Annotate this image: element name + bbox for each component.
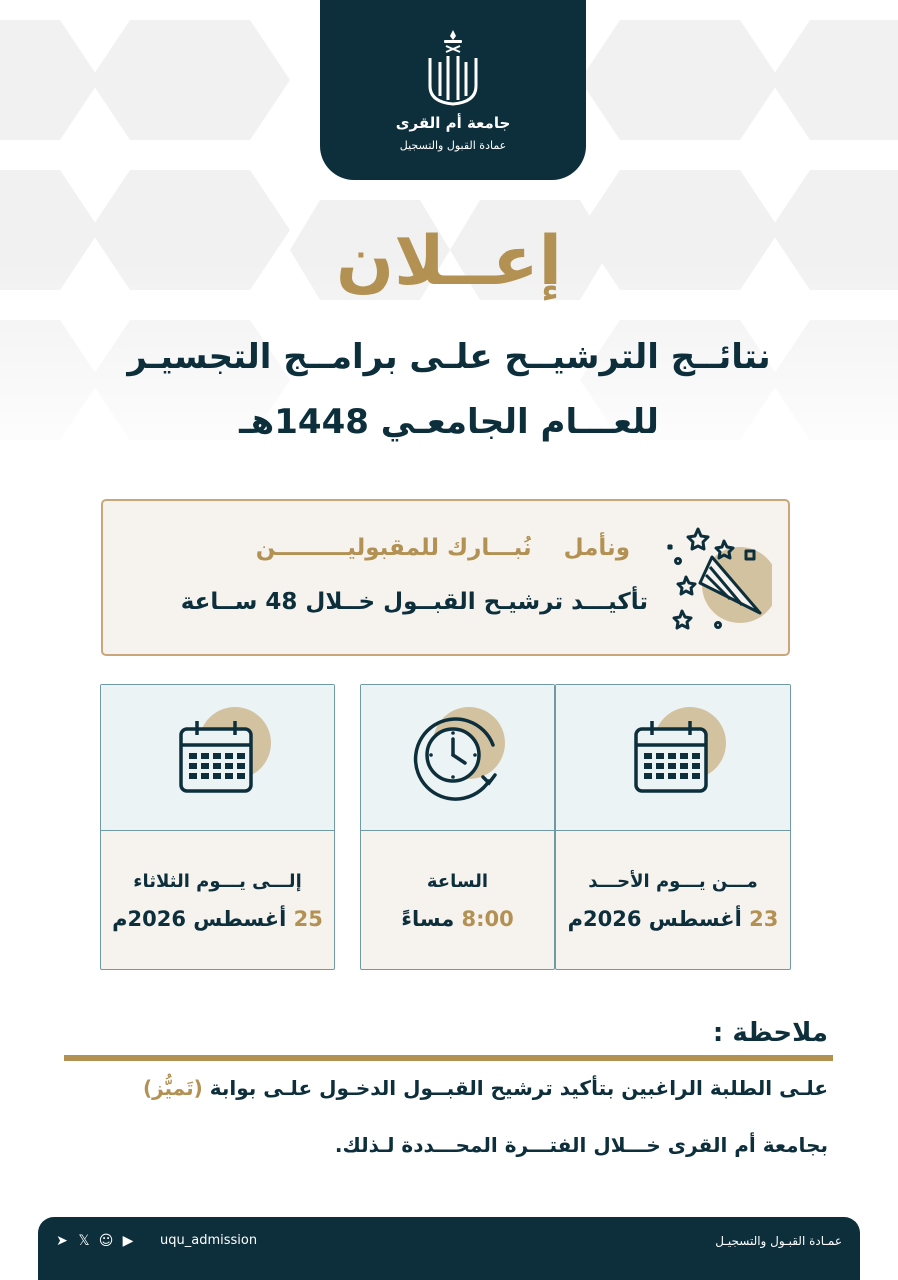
time-suffix: مساءً bbox=[401, 907, 455, 931]
start-date-card bbox=[555, 684, 791, 970]
snapchat-icon[interactable]: ☺ bbox=[98, 1233, 114, 1249]
footer-bar bbox=[38, 1217, 860, 1280]
university-logo bbox=[320, 0, 586, 180]
logo-department-name: عمادة القبول والتسجيل bbox=[399, 139, 507, 152]
note-divider bbox=[64, 1055, 833, 1061]
telegram-icon[interactable]: ➤ bbox=[56, 1233, 68, 1249]
university-emblem-icon bbox=[424, 28, 482, 108]
note-title: ملاحظة : bbox=[712, 1018, 828, 1048]
calendar-icon bbox=[618, 703, 728, 813]
congrats-line1-dark: ونأمل bbox=[563, 535, 630, 561]
party-popper-icon bbox=[662, 521, 772, 631]
youtube-icon[interactable]: ▶ bbox=[122, 1233, 134, 1249]
end-day: 25 bbox=[293, 907, 323, 931]
social-icons bbox=[54, 1233, 136, 1249]
start-date-label: مـــن يـــوم الأحـــد bbox=[588, 871, 758, 892]
start-day: 23 bbox=[749, 907, 779, 931]
time-card bbox=[360, 684, 555, 970]
note-line1 bbox=[143, 1076, 828, 1100]
note-line1-text: علـى الطلبة الراغبين بتأكيد ترشيح القبــول الدخـول علـى بوابة bbox=[209, 1076, 828, 1100]
time-hour: 8:00 bbox=[461, 907, 514, 931]
calendar-icon bbox=[163, 703, 273, 813]
logo-university-name: جامعة أم القرى bbox=[395, 114, 511, 132]
start-date-value bbox=[556, 907, 790, 931]
note-line2: بجامعة أم القرى خـــلال الفتـــرة المحـــددة لـذلك. bbox=[334, 1133, 828, 1157]
time-value bbox=[361, 907, 554, 931]
end-date-value bbox=[101, 907, 334, 931]
congratulations-box bbox=[101, 499, 790, 656]
footer-department: عمـادة القبـول والتسجيـل bbox=[715, 1234, 842, 1248]
congrats-line1-gold: نُبـــارك للمقبوليـــــــــن bbox=[255, 535, 532, 561]
portal-name: (تَميُّز) bbox=[142, 1076, 203, 1100]
social-handle: uqu_admission bbox=[160, 1233, 258, 1248]
end-date-card bbox=[100, 684, 335, 970]
time-label: الساعة bbox=[426, 871, 489, 892]
congrats-line2: تأكيـــد ترشيـح القبــول خــلال 48 ســاعة bbox=[180, 589, 648, 615]
congrats-line1 bbox=[256, 535, 630, 561]
announcement-headline: إعــلان bbox=[336, 222, 562, 301]
start-month-year: أغسطس 2026م bbox=[567, 907, 742, 931]
end-date-label: إلـــى يـــوم الثلاثاء bbox=[133, 871, 302, 892]
x-icon[interactable]: 𝕏 bbox=[78, 1233, 90, 1249]
announcement-subtitle-line2: للعـــام الجامعـي 1448هـ bbox=[239, 402, 659, 442]
end-month-year: أغسطس 2026م bbox=[112, 907, 287, 931]
announcement-subtitle-line1: نتائــج الترشيــح علـى برامــج التجسيـر bbox=[127, 337, 771, 377]
clock-icon bbox=[403, 703, 513, 813]
